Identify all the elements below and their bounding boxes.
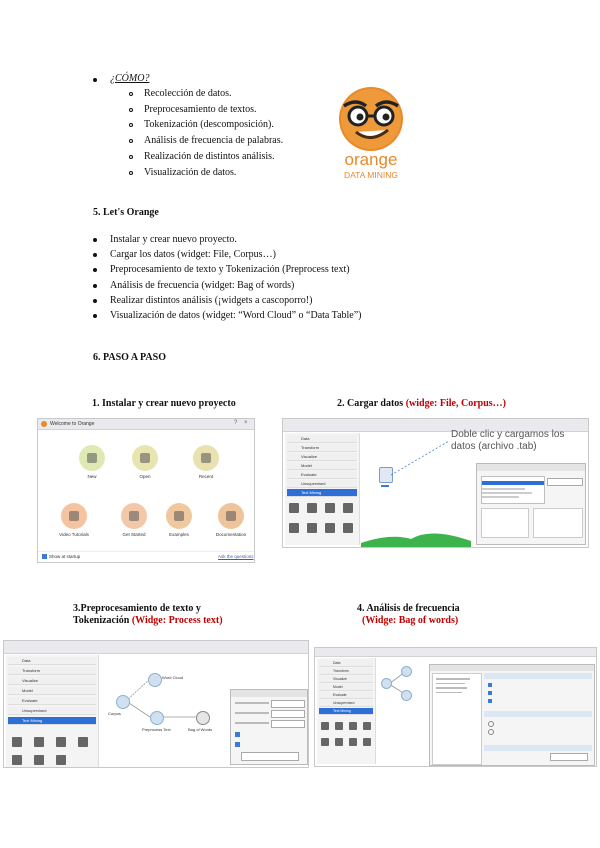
- bullet: [93, 253, 97, 257]
- tile-label: Get Started: [122, 532, 146, 537]
- sidebar-item[interactable]: Visualize: [8, 677, 96, 685]
- sub-bullet: [129, 155, 133, 159]
- section-5-item: Cargar los datos (widget: File, Corpus…): [110, 249, 276, 261]
- browse-button[interactable]: [547, 478, 583, 486]
- sub-bullet: [129, 123, 133, 127]
- section-header: [484, 673, 592, 679]
- welcome-footer: [38, 551, 254, 562]
- widget-icon[interactable]: [56, 755, 66, 765]
- bullet: [93, 238, 97, 242]
- bag-of-words-label: Bag of Words: [188, 727, 213, 732]
- step-1-heading: 1. Instalar y crear nuevo proyecto: [92, 398, 236, 409]
- widget-icon[interactable]: [34, 755, 44, 765]
- widget-icon[interactable]: [343, 503, 353, 513]
- tile-icon: [201, 453, 211, 463]
- sidebar-item[interactable]: Unsupervised: [319, 700, 373, 707]
- sidebar-item[interactable]: Text Mining: [287, 489, 357, 497]
- sidebar-item[interactable]: Transform: [319, 668, 373, 675]
- widget-sidebar: [6, 655, 99, 767]
- widget-icon[interactable]: [363, 722, 371, 730]
- checkbox[interactable]: [488, 683, 492, 687]
- checkbox[interactable]: [488, 691, 492, 695]
- checkbox[interactable]: [235, 742, 240, 747]
- sidebar-item[interactable]: Unsupervised: [8, 707, 96, 715]
- sub-bullet: [129, 171, 133, 175]
- section-header: [484, 711, 592, 717]
- options-list[interactable]: [432, 673, 482, 765]
- section-5-item: Preprocesamiento de texto y Tokenización (Preprocess text): [110, 264, 350, 276]
- sub-bullet: [129, 108, 133, 112]
- widget-icon[interactable]: [349, 738, 357, 746]
- sidebar-item[interactable]: Evaluate: [8, 697, 96, 705]
- como-item: Tokenización (descomposición).: [144, 119, 274, 131]
- window-title: Welcome to Orange: [50, 421, 95, 427]
- tile-icon: [129, 511, 139, 521]
- node-label-bar: [381, 485, 389, 487]
- sidebar-item[interactable]: Data: [287, 435, 357, 443]
- como-item: Recolección de datos.: [144, 88, 232, 99]
- sidebar-item[interactable]: Evaluate: [287, 471, 357, 479]
- como-item: Análisis de frecuencia de palabras.: [144, 135, 284, 147]
- dialog-titlebar: [477, 464, 585, 471]
- corpus-node[interactable]: [381, 678, 392, 689]
- sidebar-item[interactable]: Unsupervised: [287, 480, 357, 488]
- widget-icon[interactable]: [325, 523, 335, 533]
- step-3-heading-line2: Tokenización (Widge: Process text): [73, 615, 223, 626]
- ignored-features-list: [533, 508, 583, 538]
- startup-checkbox[interactable]: [42, 554, 47, 559]
- como-item: Preprocesamiento de textos.: [144, 103, 257, 115]
- bullet: [93, 78, 97, 82]
- window-titlebar: [38, 419, 254, 430]
- logo-word: orange: [344, 150, 398, 169]
- widget-icon[interactable]: [363, 738, 371, 746]
- preprocess-node[interactable]: [150, 711, 164, 725]
- app-icon: [41, 421, 47, 427]
- window-menubar: [4, 641, 308, 654]
- tile-label: Open: [139, 474, 151, 479]
- screenshot-bag-of-words: [314, 647, 597, 767]
- screenshot-cargar-datos: [282, 418, 589, 548]
- bag-of-words-node[interactable]: [401, 690, 412, 701]
- screenshot-preprocess: [3, 640, 309, 768]
- bag-of-words-node[interactable]: [196, 711, 210, 725]
- bullet: [93, 299, 97, 303]
- widget-icon[interactable]: [78, 737, 88, 747]
- sidebar-item[interactable]: Visualize: [319, 676, 373, 683]
- section-6-heading: 6. PASO A PASO: [93, 352, 166, 363]
- widget-icon[interactable]: [325, 503, 335, 513]
- sidebar-item[interactable]: Data: [319, 660, 373, 667]
- section-5-item: Análisis de frecuencia (widget: Bag of words): [110, 279, 295, 291]
- tile-label: Recent: [198, 474, 214, 479]
- sub-bullet: [129, 92, 133, 96]
- used-features-list: [481, 508, 529, 538]
- ask-questions-link[interactable]: Ask the questions: [218, 554, 254, 559]
- checkbox[interactable]: [488, 699, 492, 703]
- sidebar-item[interactable]: Text Mining: [319, 708, 373, 715]
- widget-sidebar: [317, 658, 376, 764]
- sidebar-item[interactable]: Transform: [287, 444, 357, 452]
- section-header: [484, 745, 592, 751]
- step-4-heading-line1: 4. Análisis de frecuencia: [357, 603, 460, 614]
- preprocess-node[interactable]: [401, 666, 412, 677]
- widget-icon[interactable]: [343, 523, 353, 533]
- widget-icon[interactable]: [289, 523, 299, 533]
- sidebar-item[interactable]: Data: [8, 657, 96, 665]
- tile-label: Video Tutorials: [59, 532, 89, 537]
- show-at-startup-label: Show at startup: [49, 554, 81, 559]
- bullet: [93, 314, 97, 318]
- widget-icon-grid: [8, 735, 96, 765]
- sidebar-item[interactable]: Model: [8, 687, 96, 695]
- tile-icon: [140, 453, 150, 463]
- como-item: Visualización de datos.: [144, 166, 237, 178]
- tile-get-started[interactable]: [121, 503, 147, 529]
- close-icon[interactable]: ×: [244, 420, 248, 426]
- step-3-heading-line1: 3.Preprocesamiento de texto y: [73, 603, 201, 614]
- corpus-node[interactable]: [116, 695, 130, 709]
- section-5-heading: 5. Let's Orange: [93, 207, 159, 218]
- section-5-item: Visualización de datos (widget: “Word Cloud” o “Data Table”): [110, 310, 362, 321]
- orange-logo: [330, 86, 412, 186]
- tile-documentation[interactable]: [218, 503, 244, 529]
- sidebar-item[interactable]: Text Mining: [8, 717, 96, 725]
- tile-label: Examples: [169, 532, 189, 537]
- tile-icon: [87, 453, 97, 463]
- dialog-titlebar: [430, 665, 594, 671]
- tile-label: Documentation: [215, 532, 247, 537]
- widget-icon[interactable]: [335, 738, 343, 746]
- widget-icon[interactable]: [307, 523, 317, 533]
- background-plot: [361, 523, 471, 547]
- preprocess-dialog: [230, 689, 308, 765]
- radio[interactable]: [488, 721, 494, 727]
- slider[interactable]: [550, 753, 588, 761]
- radio[interactable]: [488, 729, 494, 735]
- section-5-item: Instalar y crear nuevo proyecto.: [110, 234, 237, 245]
- widget-icon[interactable]: [335, 722, 343, 730]
- sub-bullet: [129, 139, 133, 143]
- sidebar-item[interactable]: Evaluate: [319, 692, 373, 699]
- widget-icon[interactable]: [307, 503, 317, 513]
- widget-icon[interactable]: [349, 722, 357, 730]
- file-list[interactable]: [481, 476, 545, 504]
- word-cloud-label: Word Cloud: [162, 675, 184, 680]
- step-2-heading: 2. Cargar datos (widge: File, Corpus…): [337, 398, 506, 409]
- tile-icon: [226, 511, 236, 521]
- callout-connector: [391, 439, 451, 479]
- tile-examples[interactable]: [166, 503, 192, 529]
- widget-icon[interactable]: [321, 738, 329, 746]
- callout-text: Doble clic y cargamos los datos (archivo .tab): [451, 429, 565, 452]
- dropdown[interactable]: [271, 710, 305, 718]
- sidebar-item[interactable]: Model: [287, 462, 357, 470]
- apply-button[interactable]: [241, 752, 299, 761]
- widget-icon-grid: [287, 501, 357, 543]
- file-widget-dialog: [476, 463, 586, 545]
- dropdown[interactable]: [271, 720, 305, 728]
- help-icon[interactable]: ?: [234, 420, 238, 426]
- checkbox[interactable]: [235, 732, 240, 737]
- tile-label: New: [87, 474, 97, 479]
- bullet: [93, 268, 97, 272]
- section-5-item: Realizar distintos análisis (¡widgets a cascoporro!): [110, 294, 313, 306]
- tile-open[interactable]: [132, 445, 158, 471]
- window-menubar: [315, 648, 596, 657]
- dialog-titlebar: [231, 690, 307, 697]
- bag-of-words-dialog: [429, 664, 595, 766]
- sidebar-item[interactable]: Model: [319, 684, 373, 691]
- como-heading: ¿CÓMO?: [110, 73, 150, 84]
- tile-video-tutorials[interactable]: [61, 503, 87, 529]
- logo-sub: DATA MINING: [344, 170, 398, 180]
- sidebar-item[interactable]: Transform: [8, 667, 96, 675]
- widget-icon[interactable]: [56, 737, 66, 747]
- tile-icon: [69, 511, 79, 521]
- tile-icon: [174, 511, 184, 521]
- bullet: [93, 284, 97, 288]
- widget-icon[interactable]: [12, 737, 22, 747]
- widget-icon[interactable]: [34, 737, 44, 747]
- tile-recent[interactable]: [193, 445, 219, 471]
- corpus-label: Corpus: [108, 711, 121, 716]
- widget-icon-grid: [319, 720, 373, 762]
- widget-icon[interactable]: [321, 722, 329, 730]
- widget-icon[interactable]: [12, 755, 22, 765]
- screenshot-welcome: [37, 418, 255, 563]
- dropdown[interactable]: [271, 700, 305, 708]
- tile-new[interactable]: [79, 445, 105, 471]
- widget-icon[interactable]: [289, 503, 299, 513]
- preprocess-label: Preprocess Text: [142, 727, 171, 732]
- step-4-heading-line2: (Widge: Bag of words): [362, 615, 459, 626]
- como-item: Realización de distintos análisis.: [144, 150, 275, 162]
- widget-sidebar: [285, 433, 360, 545]
- sidebar-item[interactable]: Visualize: [287, 453, 357, 461]
- word-cloud-node[interactable]: [148, 673, 162, 687]
